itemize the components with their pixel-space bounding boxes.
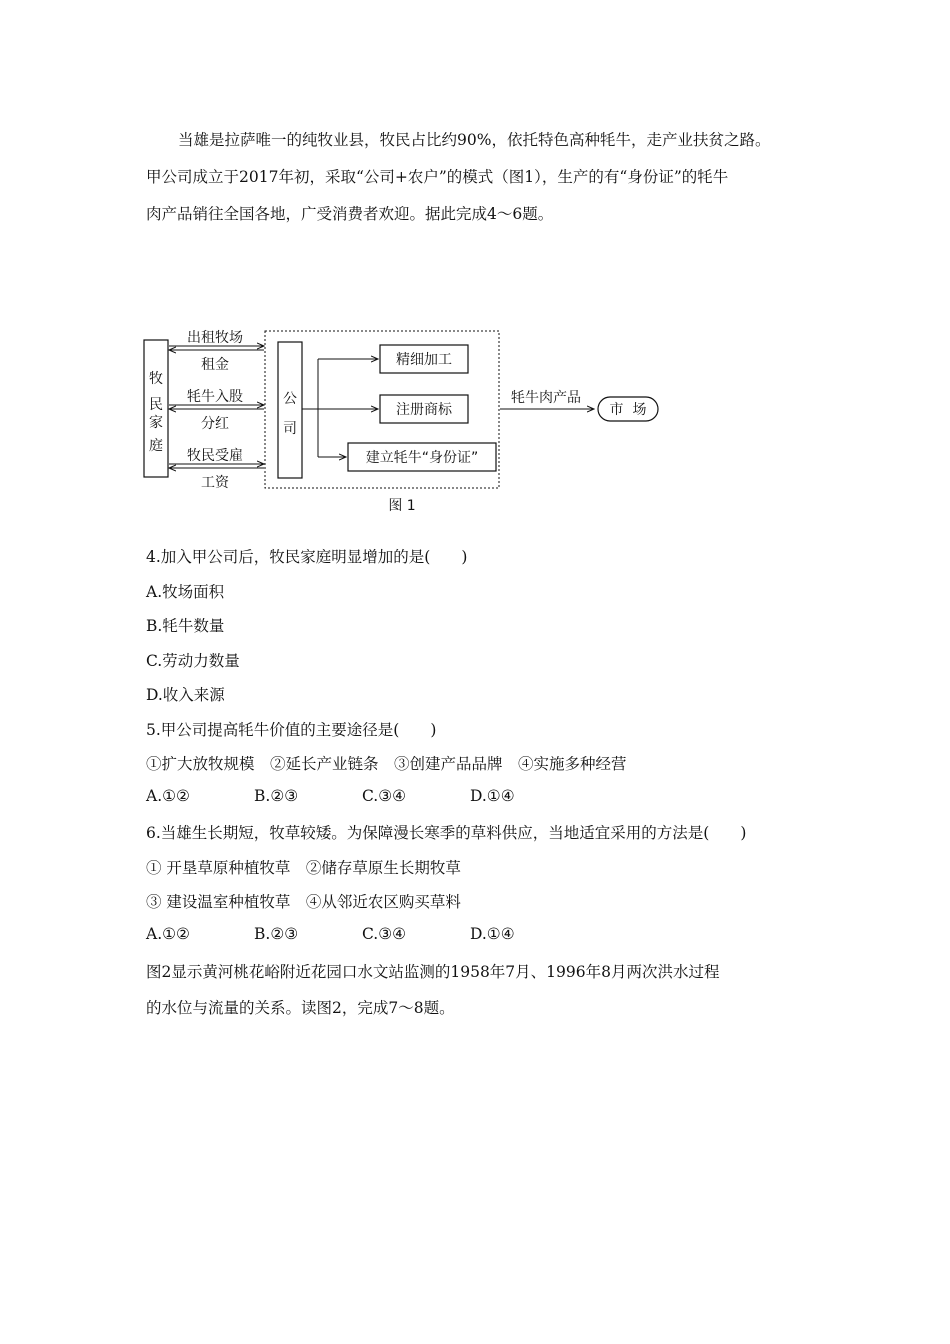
- option-b[interactable]: B.牦牛数量: [146, 617, 225, 635]
- company-char: 司: [283, 421, 297, 437]
- arrow-label-top: 出租牧场: [187, 330, 243, 346]
- intro-line-1: 当雄是拉萨唯一的纯牧业县，牧民占比约90%，依托特色高种牦牛，走产业扶贫之路。: [178, 131, 771, 149]
- question-stem: 6.当雄生长期短，牧草较矮。为保障漫长寒季的草料供应，当地适宜采用的方法是( ): [146, 824, 747, 842]
- option-b[interactable]: B.②③: [254, 925, 299, 943]
- process-label: 精细加工: [396, 352, 452, 368]
- intro-line-3: 肉产品销往全国各地，广受消费者欢迎。据此完成4～6题。: [146, 205, 554, 223]
- question-items-1: ① 开垦草原种植牧草 ②储存草原生长期牧草: [146, 859, 461, 877]
- arrow-pair-rent: [169, 329, 264, 373]
- question-stem: 5.甲公司提高牦牛价值的主要途径是( ): [146, 721, 437, 739]
- market-label: 市 场: [609, 402, 647, 418]
- question-items: ①扩大放牧规模 ②延长产业链条 ③创建产品品牌 ④实施多种经营: [146, 755, 627, 773]
- question-items-2: ③ 建设温室种植牧草 ④从邻近农区购买草料: [146, 893, 461, 911]
- arrow-pair-shares: [169, 388, 264, 432]
- option-a[interactable]: A.①②: [146, 925, 190, 943]
- process-label: 建立牦牛“身份证”: [365, 450, 479, 466]
- question-stem: 4.加入甲公司后，牧民家庭明显增加的是( ): [146, 548, 468, 566]
- figure-1-diagram: [140, 325, 700, 520]
- product-label: 牦牛肉产品: [511, 390, 581, 406]
- arrow-label-top: 牦牛入股: [187, 389, 243, 405]
- process-label: 注册商标: [396, 402, 452, 418]
- arrow-label-bottom: 租金: [201, 357, 229, 373]
- option-c[interactable]: C.③④: [362, 925, 407, 943]
- arrow-label-bottom: 分红: [201, 416, 229, 432]
- outro-line-1: 图2显示黄河桃花峪附近花园口水文站监测的1958年7月、1996年8月两次洪水过程: [146, 963, 720, 981]
- company-char: 公: [283, 391, 297, 407]
- herder-family-char: 民: [149, 397, 163, 413]
- outro-line-2: 的水位与流量的关系。读图2，完成7～8题。: [146, 999, 455, 1017]
- figure-caption: 图 1: [388, 498, 416, 514]
- option-c[interactable]: C.③④: [362, 787, 407, 805]
- company-box: [278, 342, 302, 478]
- herder-family-char: 牧: [149, 371, 163, 387]
- process-connectors: [302, 359, 378, 457]
- option-b[interactable]: B.②③: [254, 787, 299, 805]
- arrow-pair-employment: [169, 447, 264, 491]
- option-d[interactable]: D.收入来源: [146, 686, 225, 704]
- option-c[interactable]: C.劳动力数量: [146, 652, 240, 670]
- arrow-label-bottom: 工资: [201, 475, 229, 491]
- option-a[interactable]: A.①②: [146, 787, 190, 805]
- option-a[interactable]: A.牧场面积: [146, 583, 225, 601]
- option-d[interactable]: D.①④: [470, 925, 515, 943]
- arrow-label-top: 牧民受雇: [187, 448, 243, 464]
- option-d[interactable]: D.①④: [470, 787, 515, 805]
- herder-family-char: 家: [149, 415, 163, 431]
- intro-line-2: 甲公司成立于2017年初，采取“公司+农户”的模式（图1），生产的有“身份证”的牦牛: [146, 168, 729, 186]
- herder-family-char: 庭: [149, 438, 163, 454]
